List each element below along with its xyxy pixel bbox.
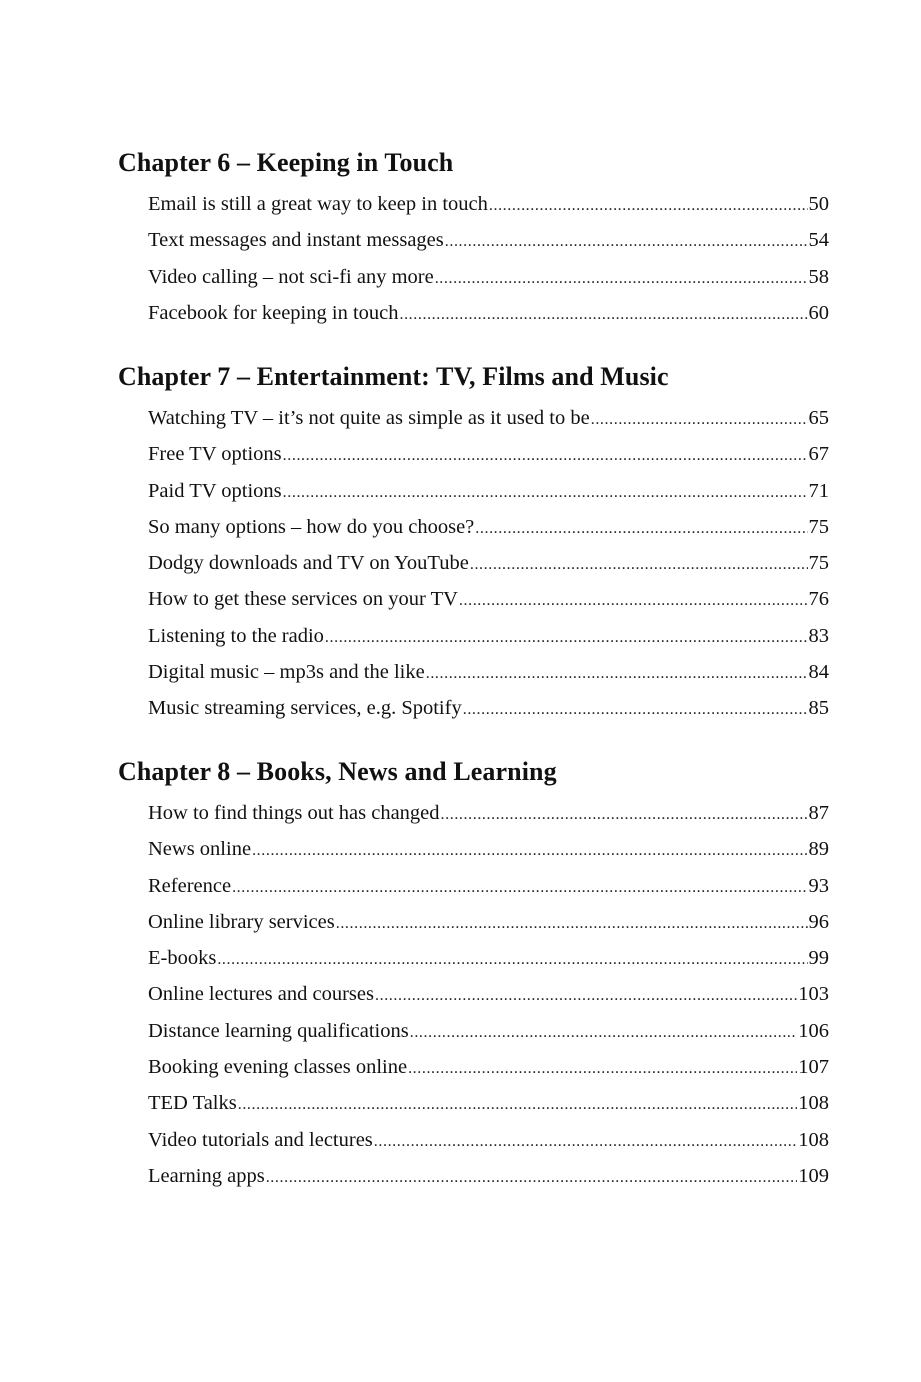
chapter-entries	[118, 186, 829, 331]
toc-entry[interactable]	[148, 545, 829, 581]
dot-leader	[232, 870, 807, 906]
entry-page-number: 109	[798, 1164, 829, 1187]
dot-leader	[399, 297, 807, 333]
entry-page-number: 93	[808, 874, 829, 897]
chapter-title: Chapter 7 – Entertainment: TV, Films and Music	[118, 362, 669, 391]
dot-leader	[217, 942, 807, 978]
entry-title: Digital music – mp3s and the like	[148, 661, 425, 684]
entry-page-number: 75	[808, 515, 829, 538]
toc-entry[interactable]	[148, 904, 829, 940]
entry-page-number: 84	[808, 661, 829, 684]
toc-entry[interactable]	[148, 868, 829, 904]
entry-page-number: 67	[808, 443, 829, 466]
dot-leader	[591, 402, 808, 438]
dot-leader	[252, 833, 807, 869]
toc-entry[interactable]	[148, 1158, 829, 1194]
dot-leader	[283, 475, 808, 511]
toc-entry[interactable]	[148, 1085, 829, 1121]
dot-leader	[441, 797, 808, 833]
toc-entry[interactable]	[148, 295, 829, 331]
entry-page-number: 99	[808, 947, 829, 970]
dot-leader	[325, 620, 808, 656]
entry-title: Online library services	[148, 910, 335, 933]
entry-page-number: 85	[808, 697, 829, 720]
entry-page-number: 60	[808, 301, 829, 324]
entry-title: Reference	[148, 874, 232, 897]
entry-title: TED Talks	[148, 1092, 237, 1115]
entry-page-number: 87	[808, 802, 829, 824]
entry-page-number: 83	[808, 624, 829, 647]
toc-entry[interactable]	[148, 654, 829, 690]
dot-leader	[470, 547, 808, 583]
toc-entry[interactable]	[148, 473, 829, 509]
entry-title: Email is still a great way to keep in touch	[148, 193, 488, 215]
entry-page-number: 54	[808, 229, 829, 252]
chapter-entries	[118, 400, 829, 727]
dot-leader	[238, 1087, 798, 1123]
entry-title: Music streaming services, e.g. Spotify	[148, 697, 462, 720]
dot-leader	[426, 656, 808, 692]
toc-entry[interactable]	[148, 831, 829, 867]
chapter-title: Chapter 8 – Books, News and Learning	[118, 757, 557, 786]
entry-title: News online	[148, 838, 252, 861]
entry-title: Distance learning qualifications	[148, 1019, 409, 1042]
chapter-6-section	[118, 148, 829, 331]
dot-leader	[410, 1015, 798, 1051]
toc-entry[interactable]	[148, 186, 829, 222]
entry-page-number: 103	[798, 983, 829, 1006]
entry-title: Free TV options	[148, 443, 282, 466]
entry-title: Text messages and instant messages	[148, 229, 444, 252]
toc-entry[interactable]	[148, 940, 829, 976]
toc-entry[interactable]	[148, 1122, 829, 1158]
entry-title: Watching TV – it’s not quite as simple as it used to be	[148, 407, 590, 429]
toc-entry[interactable]	[148, 1049, 829, 1085]
dot-leader	[336, 906, 808, 942]
toc-entry[interactable]	[148, 400, 829, 436]
toc-entry[interactable]	[148, 581, 829, 617]
dot-leader	[475, 511, 807, 547]
chapter-entries	[118, 795, 829, 1194]
dot-leader	[463, 692, 808, 728]
entry-title: Online lectures and courses	[148, 983, 374, 1006]
entry-title: Learning apps	[148, 1164, 265, 1187]
toc-entry[interactable]	[148, 1013, 829, 1049]
dot-leader	[489, 188, 808, 224]
chapter-7-section	[118, 362, 829, 727]
entry-page-number: 58	[808, 265, 829, 288]
entry-page-number: 106	[798, 1019, 829, 1042]
entry-page-number: 89	[808, 838, 829, 861]
entry-title: Dodgy downloads and TV on YouTube	[148, 552, 469, 575]
entry-page-number: 107	[798, 1056, 829, 1079]
entry-title: How to find things out has changed	[148, 802, 440, 824]
toc-entry[interactable]	[148, 259, 829, 295]
toc-entry[interactable]	[148, 976, 829, 1012]
entry-page-number: 65	[808, 407, 829, 429]
toc-entry[interactable]	[148, 222, 829, 258]
entry-title: Booking evening classes online	[148, 1056, 408, 1079]
toc-entry[interactable]	[148, 795, 829, 831]
entry-title: Facebook for keeping in touch	[148, 301, 399, 324]
entry-title: How to get these services on your TV	[148, 588, 458, 611]
entry-title: Paid TV options	[148, 479, 282, 502]
entry-title: Video tutorials and lectures	[148, 1128, 373, 1151]
entry-page-number: 76	[808, 588, 829, 611]
dot-leader	[445, 224, 808, 260]
chapter-title: Chapter 6 – Keeping in Touch	[118, 148, 454, 177]
dot-leader	[459, 583, 808, 619]
chapter-8-section	[118, 757, 829, 1194]
entry-title: E-books	[148, 947, 217, 970]
entry-page-number: 96	[808, 910, 829, 933]
entry-title: Listening to the radio	[148, 624, 324, 647]
entry-page-number: 71	[808, 479, 829, 502]
dot-leader	[283, 438, 808, 474]
toc-entry[interactable]	[148, 618, 829, 654]
entry-title: Video calling – not sci-fi any more	[148, 265, 434, 288]
entry-title: So many options – how do you choose?	[148, 515, 475, 538]
toc-entry[interactable]	[148, 690, 829, 726]
dot-leader	[375, 978, 797, 1014]
dot-leader	[266, 1160, 798, 1196]
entry-page-number: 108	[798, 1092, 829, 1115]
toc-entry[interactable]	[148, 509, 829, 545]
toc-entry[interactable]	[148, 436, 829, 472]
dot-leader	[408, 1051, 797, 1087]
dot-leader	[435, 261, 808, 297]
entry-page-number: 75	[808, 552, 829, 575]
entry-page-number: 50	[808, 193, 829, 215]
entry-page-number: 108	[798, 1128, 829, 1151]
dot-leader	[374, 1124, 797, 1160]
